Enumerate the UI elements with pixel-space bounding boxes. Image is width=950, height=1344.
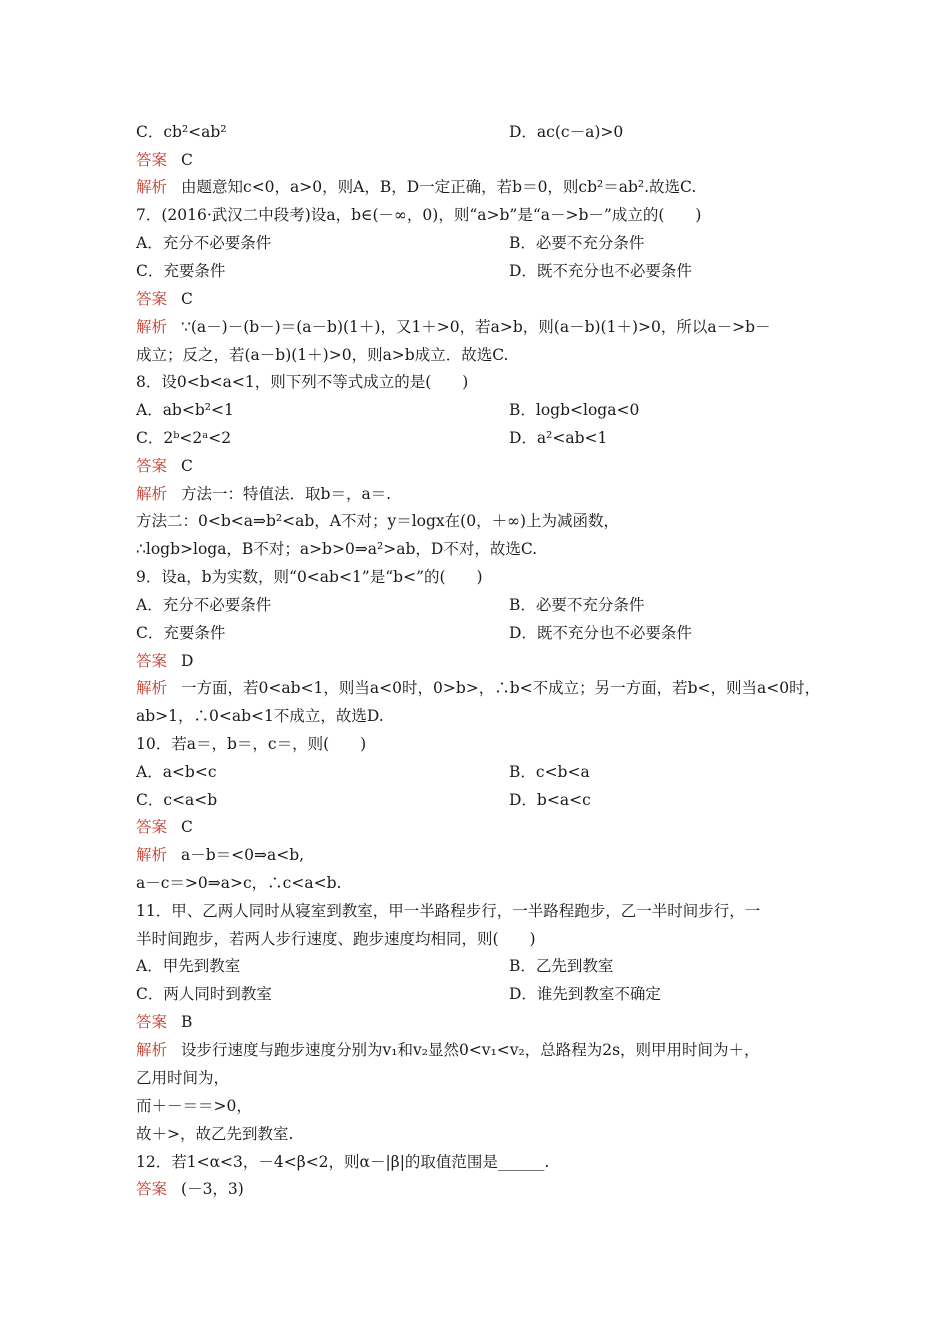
q12-stem: 12．若1<α<3，－4<β<2，则α－|β|的取值范围是______. (136, 1153, 550, 1171)
answer-label: 答案 (136, 652, 168, 670)
q8-option-c: C．2ᵇ<2ᵃ<2 (136, 429, 232, 447)
analysis-text: ∵(a－)－(b－)＝(a－b)(1＋)，又1＋>0，若a>b，则(a－b)(1＋)>0，所以a－>b－ (181, 318, 771, 336)
q9-option-a: A．充分不必要条件 (136, 596, 272, 614)
analysis-label: 解析 (136, 178, 168, 196)
answer-label: 答案 (136, 1180, 168, 1198)
analysis-label: 解析 (136, 485, 168, 503)
q7-answer (136, 289, 193, 309)
q11-analysis-4: 故＋>，故乙先到教室. (136, 1125, 294, 1143)
analysis-text: 设步行速度与跑步速度分别为v₁和v₂显然0<v₁<v₂，总路程为2s，则甲用时间为＋， (181, 1041, 760, 1059)
q6-answer (136, 150, 193, 170)
answer-value: C (181, 290, 193, 308)
q10-stem: 10．若a＝，b＝，c＝，则( ) (136, 735, 367, 753)
q8-option-a: A．ab<b²<1 (136, 401, 234, 419)
q9-analysis (136, 678, 820, 698)
analysis-text: 方法一：特值法．取b＝，a＝. (181, 485, 392, 503)
analysis-label: 解析 (136, 318, 168, 336)
analysis-text: 由题意知c<0，a>0，则A，B，D一定正确，若b＝0，则cb²＝ab².故选C. (181, 178, 697, 196)
q11-option-a: A．甲先到教室 (136, 957, 241, 975)
q11-analysis-2: 乙用时间为， (136, 1069, 230, 1087)
q9-option-c: C．充要条件 (136, 624, 226, 642)
q11-analysis (136, 1040, 760, 1060)
q8-answer (136, 456, 193, 476)
q8-option-b: B．logb<loga<0 (509, 401, 640, 419)
q7-analysis (136, 317, 771, 337)
q8-stem: 8．设0<b<a<1，则下列不等式成立的是( ) (136, 373, 469, 391)
answer-value: D (181, 652, 194, 670)
q7-option-a: A．充分不必要条件 (136, 234, 272, 252)
q7-option-d: D．既不充分也不必要条件 (509, 262, 692, 280)
q6-option-d: D．ac(c－a)>0 (509, 123, 624, 141)
q11-stem-cont: 半时间跑步，若两人步行速度、跑步速度均相同，则( ) (136, 930, 536, 948)
answer-label: 答案 (136, 457, 168, 475)
q9-answer (136, 651, 193, 671)
q11-option-d: D．谁先到教室不确定 (509, 985, 661, 1003)
q9-option-b: B．必要不充分条件 (509, 596, 645, 614)
q9-analysis-cont: ab>1，∴0<ab<1不成立，故选D. (136, 707, 384, 725)
q8-analysis-2: 方法二：0<b<a⇒b²<ab，A不对；y＝logx在(0，＋∞)上为减函数， (136, 512, 620, 530)
answer-value: (－3，3) (181, 1180, 244, 1198)
q10-analysis (136, 845, 304, 865)
q10-option-d: D．b<a<c (509, 791, 591, 809)
analysis-label: 解析 (136, 846, 168, 864)
q6-option-c: C．cb²<ab² (136, 123, 227, 141)
q8-option-d: D．a²<ab<1 (509, 429, 608, 447)
q10-option-b: B．c<b<a (509, 763, 590, 781)
answer-value: C (181, 457, 193, 475)
q9-stem: 9．设a，b为实数，则“0<ab<1”是“b<”的( ) (136, 568, 483, 586)
answer-label: 答案 (136, 818, 168, 836)
q12-answer (136, 1179, 244, 1199)
analysis-text: 一方面，若0<ab<1，则当a<0时，0>b>，∴b<不成立；另一方面，若b<，则当a<0时， (181, 679, 821, 697)
answer-label: 答案 (136, 151, 168, 169)
q8-analysis (136, 484, 391, 504)
q11-option-b: B．乙先到教室 (509, 957, 614, 975)
q8-analysis-3: ∴logb>loga，B不对；a>b>0⇒a²>ab，D不对，故选C. (136, 540, 538, 558)
q10-option-c: C．c<a<b (136, 791, 218, 809)
q9-option-d: D．既不充分也不必要条件 (509, 624, 692, 642)
q7-option-c: C．充要条件 (136, 262, 226, 280)
answer-label: 答案 (136, 1013, 168, 1031)
q11-option-c: C．两人同时到教室 (136, 985, 272, 1003)
answer-label: 答案 (136, 290, 168, 308)
q11-answer (136, 1012, 192, 1032)
analysis-label: 解析 (136, 679, 168, 697)
q11-stem: 11．甲、乙两人同时从寝室到教室，甲一半路程步行，一半路程跑步，乙一半时间步行，一 (136, 902, 761, 920)
analysis-label: 解析 (136, 1041, 168, 1059)
q10-answer (136, 817, 193, 837)
q6-analysis (136, 177, 696, 197)
answer-value: C (181, 151, 193, 169)
q7-stem: 7．(2016·武汉二中段考)设a，b∈(－∞，0)，则“a>b”是“a－>b－”成立的( ) (136, 206, 702, 224)
analysis-text: a－b＝<0⇒a<b, (181, 846, 305, 864)
q7-option-b: B．必要不充分条件 (509, 234, 645, 252)
q10-analysis-cont: a－c＝>0⇒a>c，∴c<a<b. (136, 874, 342, 892)
answer-value: C (181, 818, 193, 836)
answer-value: B (181, 1013, 193, 1031)
q7-analysis-cont: 成立；反之，若(a－b)(1＋)>0，则a>b成立．故选C. (136, 346, 509, 364)
q10-option-a: A．a<b<c (136, 763, 217, 781)
q11-analysis-3: 而＋－＝＝>0， (136, 1097, 252, 1115)
